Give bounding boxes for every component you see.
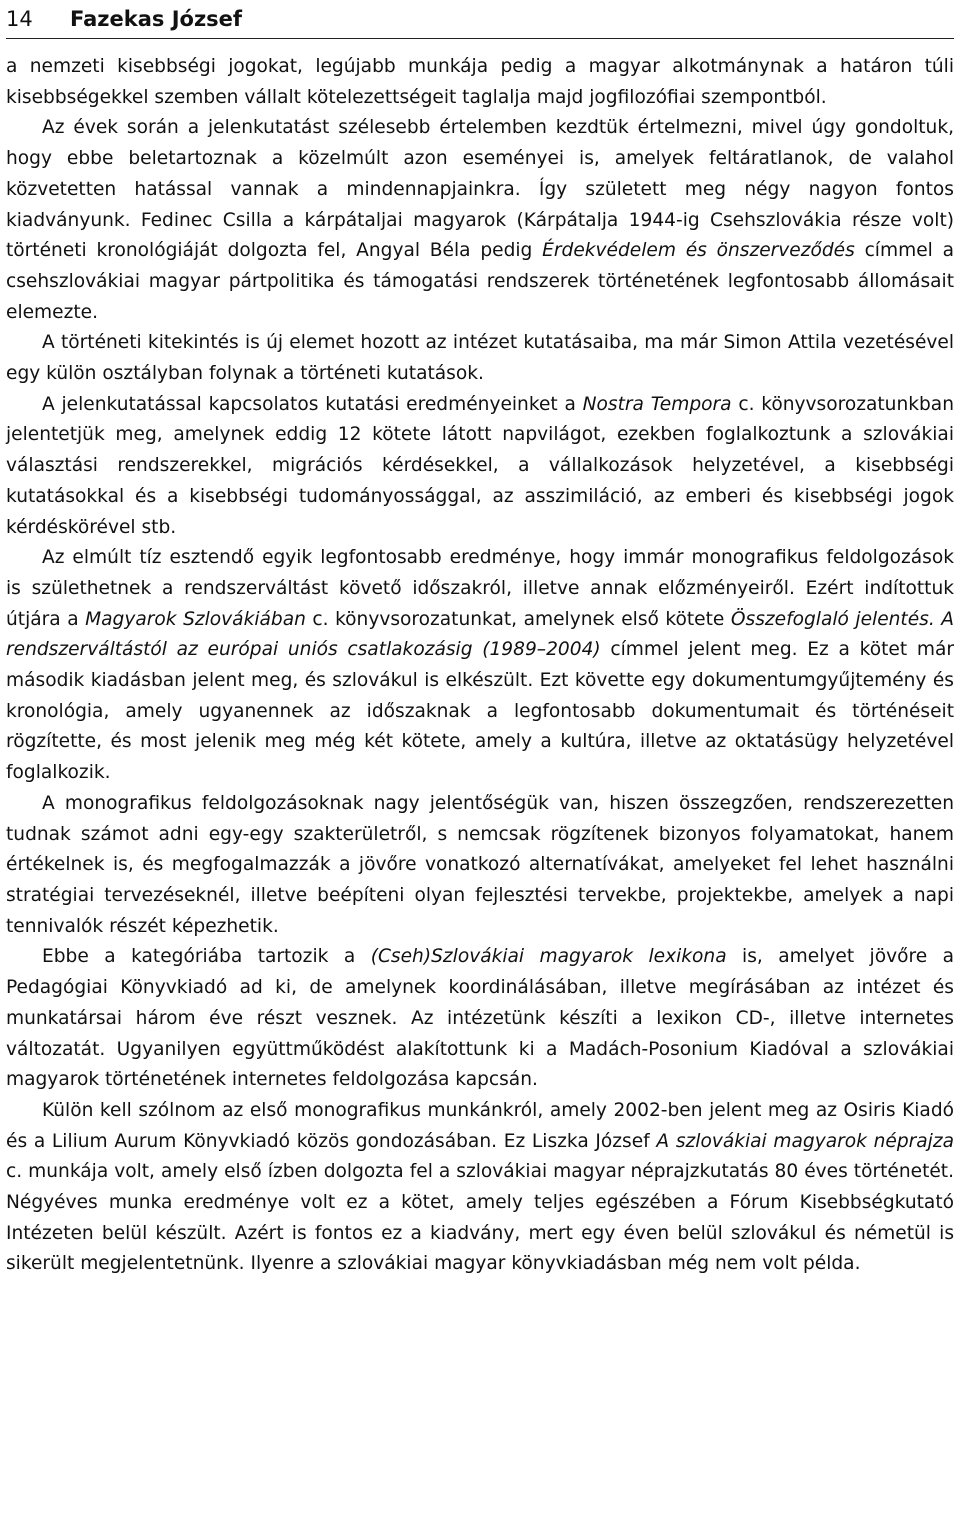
text-run: c. munkája volt, amely első ízben dolgozta fel a szlovákiai magyar néprajzkutatás 80 éves történetét. Négyéves munka eredménye volt ez a kötet, amely teljes egészében a Fórum Kisebbségkutató Intézeten belül készült. Azért is fontos ez a kiadvány, mert egy éven belül szlovákul és németül is sikerült megjelentetnünk. Ilyenre a szlovákiai magyar könyvkiadásban még nem volt példa. (6, 1161, 954, 1275)
italic-title: Összefoglaló jelentés. A rendszerváltástól az európai uniós csatlakozásig (1989–2004) (6, 608, 954, 661)
text-run: Külön kell szólnom az első monografikus munkánkról, amely 2002-ben jelent meg az Osiris Kiadó és a Lilium Aurum Könyvkiadó közös gondozásában. Ez Liszka József (6, 1099, 954, 1152)
paragraph (6, 52, 954, 113)
running-head-author: Fazekas József (70, 7, 243, 31)
italic-title: (Cseh)Szlovákiai magyarok lexikona (370, 946, 727, 968)
paragraph (6, 1096, 954, 1280)
text-run: c. könyvsorozatunkat, amelynek első kötete (305, 608, 731, 630)
paragraph (6, 789, 954, 943)
text-run: címmel a csehszlovákiai magyar pártpolitika és támogatási rendszerek történetének legfontosabb állomásait elemezte. (6, 240, 954, 323)
italic-title: Magyarok Szlovákiában (85, 608, 306, 630)
text-run: címmel jelent meg. Ez a kötet már második kiadásban jelent meg, és szlovákul is elkészült. Ezt követte egy dokumentumgyűjtemény és kronológia, amely ugyanennek az időszaknak a legfontosabb dokumentumait és történéseit rögzítette, és most jelenik meg még két kötete, amely a kultúra, illetve az oktatásügy helyzetével foglalkozik. (6, 639, 955, 784)
text-run: A jelenkutatással kapcsolatos kutatási eredményeinket a (42, 393, 583, 415)
paragraph (6, 543, 954, 789)
paragraph (6, 390, 954, 544)
italic-title: Érdekvédelem és önszerveződés (542, 240, 855, 262)
page-number: 14 (6, 7, 33, 31)
text-run: c. könyvsorozatunkban jelentetjük meg, amelynek eddig 12 kötete látott napvilágot, ezekben foglalkoztunk a szlovákiai választási rendszerekkel, migrációs kérdésekkel, a vállalkozások helyzetével, a kisebbségi kutatásokkal és a kisebbségi tudományossággal, az asszimiláció, az emberi és kisebbségi jogok kérdéskörével stb. (6, 393, 954, 538)
paragraph (6, 113, 954, 328)
body-text (6, 52, 954, 1280)
text-run: Ebbe a kategóriába tartozik a (42, 946, 371, 968)
italic-title: Nostra Tempora (582, 393, 732, 415)
running-head (6, 0, 954, 39)
paragraph (6, 328, 954, 389)
text-run: A történeti kitekintés is új elemet hozott az intézet kutatásaiba, ma már Simon Attila vezetésével egy külön osztályban folynak a történeti kutatások. (6, 332, 954, 385)
text-run: A monografikus feldolgozásoknak nagy jelentőségük van, hiszen összegzően, rendszerezetten tudnak számot adni egy-egy szakterületről, s nemcsak rögzítenek bizonyos folyamatokat, hanem értékelnek is, és megfogalmazzák a jövőre vonatkozó alternatívákat, amelyeket fel lehet használni stratégiai tervezéseknél, illetve beépíteni olyan fejlesztési tervekbe, projektekbe, amelyek a napi tennivalók részét képezhetik. (6, 792, 954, 937)
italic-title: A szlovákiai magyarok néprajza (656, 1130, 954, 1152)
text-run: Az évek során a jelenkutatást szélesebb értelemben kezdtük értelmezni, mivel úgy gondoltuk, hogy ebbe beletartoznak a közelmúlt azon eseményei is, amelyek feltáratlanok, de valahol közvetetten hatással vannak a mindennapjainkra. Így született meg négy nagyon fontos kiadványunk. Fedinec Csilla a kárpátaljai magyarok (Kárpátalja 1944-ig Csehszlovákia része volt) történeti kronológiáját dolgozta fel, Angyal Béla pedig (6, 117, 954, 262)
text-run: is, amelyet jövőre a Pedagógiai Könyvkiadó ad ki, de amelynek koordinálásában, illetve megírásában az intézet és munkatársai három éve részt vesznek. Az intézetünk készíti a lexikon CD-, illetve internetes változatát. Ugyanilyen együttműködést alakítottunk ki a Madách-Posonium Kiadóval a szlovákiai magyarok történetének internetes feldolgozása kapcsán. (6, 946, 955, 1091)
text-run: Az elmúlt tíz esztendő egyik legfontosabb eredménye, hogy immár monografikus feldolgozások is születhetnek a rendszerváltást követő időszakról, illetve annak előzményeiről. Ezért indítottuk útjára a (6, 547, 954, 630)
paragraph (6, 942, 954, 1096)
text-run: a nemzeti kisebbségi jogokat, legújabb munkája pedig a magyar alkotmánynak a határon túli kisebbségekkel szemben vállalt kötelezettségeit taglalja majd jogfilozófiai szempontból. (6, 56, 954, 108)
